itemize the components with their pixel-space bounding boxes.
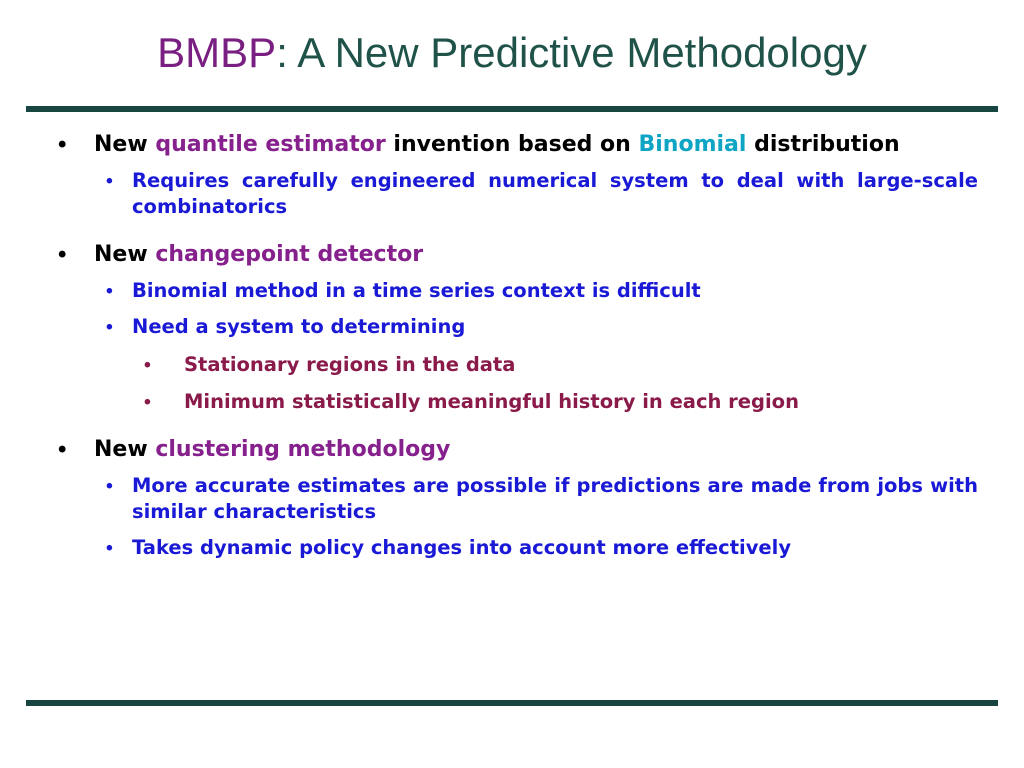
sub-bullet xyxy=(106,535,978,561)
bullet-icon: • xyxy=(58,131,67,158)
sub-bullet-text: Need a system to determining xyxy=(132,315,466,338)
sub-sub-bullet xyxy=(144,389,978,415)
sub-sub-bullet-text: Stationary regions in the data xyxy=(184,353,516,376)
bullet-highlight: clustering methodology xyxy=(155,437,451,462)
bottom-rule xyxy=(26,700,998,706)
sub-bullet-text: Takes dynamic policy changes into account more effectively xyxy=(132,536,792,559)
bullet-list xyxy=(58,130,978,561)
sub-bullet xyxy=(106,168,978,220)
sub-bullet-icon: • xyxy=(106,316,113,338)
sub-bullet xyxy=(106,473,978,525)
bullet-prefix: New xyxy=(94,242,156,267)
sub-bullet-icon: • xyxy=(106,537,113,559)
sub-bullet-icon: • xyxy=(106,280,113,302)
bullet-mid: invention based on xyxy=(385,132,639,157)
bullet-clustering-methodology xyxy=(58,435,978,465)
bullet-highlight: changepoint detector xyxy=(155,242,424,267)
bullet-quantile-estimator xyxy=(58,130,978,160)
bullet-changepoint-detector xyxy=(58,240,978,270)
bullet-icon: • xyxy=(58,241,67,268)
sub-bullet-text: Binomial method in a time series context is difficult xyxy=(132,279,701,302)
bullet-icon: • xyxy=(58,436,67,463)
bullet-prefix: New xyxy=(94,132,156,157)
sub-bullet-text: More accurate estimates are possible if predictions are made from jobs with similar characteristics xyxy=(132,474,978,523)
title-accent: BMBP xyxy=(157,29,277,76)
sub-bullet xyxy=(106,278,978,304)
sub-bullet-icon: • xyxy=(106,170,113,192)
sub-bullet-text: Requires carefully engineered numerical system to deal with large-scale combinatorics xyxy=(132,169,978,218)
title-rest: : A New Predictive Methodology xyxy=(276,29,867,76)
bullet-highlight-binomial: Binomial xyxy=(638,132,747,157)
slide-title xyxy=(0,30,1024,76)
bullet-suffix: distribution xyxy=(746,132,900,157)
sub-sub-bullet-icon: • xyxy=(144,354,151,376)
bullet-highlight: quantile estimator xyxy=(155,132,386,157)
sub-sub-bullet-icon: • xyxy=(144,391,151,413)
sub-sub-bullet xyxy=(144,352,978,378)
sub-bullet xyxy=(106,314,978,340)
bullet-prefix: New xyxy=(94,437,156,462)
sub-sub-bullet-text: Minimum statistically meaningful history in each region xyxy=(184,390,799,413)
top-rule xyxy=(26,106,998,112)
sub-bullet-icon: • xyxy=(106,475,113,497)
